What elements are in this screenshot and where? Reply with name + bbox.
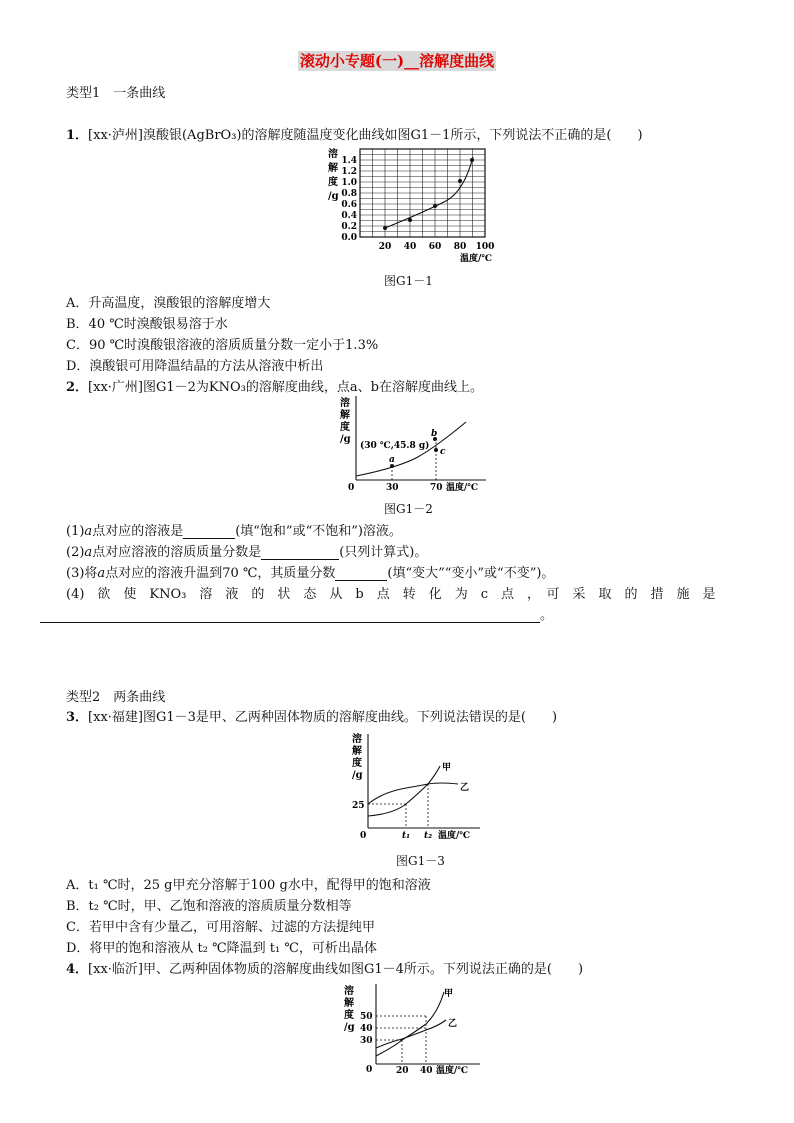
point-annotation: (30 ℃,45.8 g) [360, 441, 430, 451]
y-tick: 25 [352, 801, 365, 811]
svg-text:度: 度 [328, 177, 338, 188]
option-b: B．t₂ ℃时，甲、乙饱和溶液的溶质质量分数相等 [66, 899, 352, 914]
figure-caption: 图G1－1 [384, 274, 433, 288]
y-tick: 0.0 [341, 233, 357, 243]
x-tick: 20 [396, 1066, 409, 1076]
curve-jia [368, 766, 440, 816]
section-heading-type1: 类型1 一条曲线 [66, 86, 166, 101]
y-axis-label: 溶 [328, 149, 338, 160]
option-c: C．若甲中含有少量乙，可用溶解、过滤的方法提纯甲 [66, 920, 375, 935]
svg-text:0: 0 [348, 483, 355, 493]
x-axis-label: 温度/℃ [446, 483, 479, 493]
y-tick: 0.2 [341, 222, 357, 232]
answer-blank[interactable] [335, 568, 387, 581]
svg-text:a: a [389, 455, 395, 465]
svg-text:度: 度 [352, 758, 362, 769]
svg-text:0: 0 [360, 831, 367, 841]
question-4 [66, 958, 583, 977]
sub-question-2: (2)a点对应溶液的溶质质量分数是 (只列计算式)。 [66, 545, 428, 560]
svg-text:b: b [431, 429, 438, 439]
y-tick: 30 [360, 1036, 373, 1046]
y-tick: 0.8 [341, 189, 357, 199]
series-label: 甲 [442, 763, 452, 773]
data-point [458, 179, 462, 183]
section-heading-type2: 类型2 两条曲线 [66, 690, 166, 705]
option-a: A．升高温度，溴酸银的溶解度增大 [66, 296, 271, 311]
svg-text:解: 解 [352, 746, 362, 757]
curve-jia [376, 992, 444, 1056]
sub-question-4: (4) 欲 使 KNO₃ 溶 液 的 状 态 从 b 点 转 化 为 c 点 ， 可 采 取 的 措 施 是 [66, 587, 716, 602]
x-tick: 40 [420, 1066, 433, 1076]
x-tick: 30 [386, 483, 399, 493]
figure-g1-1 [322, 143, 502, 268]
question-number: 1． [66, 128, 89, 143]
svg-text:解: 解 [340, 410, 350, 421]
y-tick: 40 [360, 1024, 373, 1034]
answer-blank[interactable] [261, 547, 339, 560]
x-tick: 20 [378, 242, 392, 252]
x-tick: 60 [428, 242, 442, 252]
series-label: 甲 [444, 989, 454, 999]
svg-text:度: 度 [340, 422, 350, 433]
answer-blank[interactable] [40, 610, 540, 623]
svg-text:解: 解 [328, 163, 338, 174]
svg-text:解: 解 [344, 998, 354, 1009]
x-axis-label: 温度/℃ [436, 1066, 469, 1076]
y-axis-label: 溶 [340, 398, 350, 409]
x-tick: 80 [453, 242, 467, 252]
question-1 [66, 124, 643, 143]
svg-text:/g: /g [340, 434, 351, 445]
y-tick: 1.2 [341, 167, 357, 177]
x-axis-label: 温度/℃ [460, 254, 493, 264]
question-text: [xx·泸州]溴酸银(AgBrO₃)的溶解度随温度变化曲线如图G1－1所示，下列说法不正确的是( ) [88, 128, 643, 143]
x-tick: t₂ [424, 831, 433, 841]
svg-text:c: c [440, 447, 446, 457]
figure-g1-2 [336, 392, 496, 498]
y-axis-label: 溶 [344, 986, 354, 997]
svg-text:度: 度 [344, 1010, 354, 1021]
y-axis-label: 溶 [352, 734, 362, 745]
data-point [470, 158, 474, 162]
question-number: 4． [66, 962, 89, 977]
y-tick: 0.6 [341, 200, 357, 210]
question-text: [xx·广州]图G1－2为KNO₃的溶解度曲线，点a、b在溶解度曲线上。 [88, 380, 483, 395]
svg-text:0: 0 [366, 1065, 373, 1075]
data-point [408, 218, 412, 222]
sub-question-3: (3)将a点对应的溶液升温到70 ℃，其质量分数 (填“变大”“变小”或“不变”)。 [66, 566, 555, 581]
curve-yi [368, 783, 458, 804]
svg-text:/g: /g [344, 1022, 355, 1033]
y-tick: 1.4 [341, 156, 357, 166]
question-text: [xx·福建]图G1－3是甲、乙两种固体物质的溶解度曲线。下列说法错误的是( ) [88, 710, 558, 725]
figure-caption: 图G1－3 [396, 854, 445, 868]
x-tick: 70 [430, 483, 443, 493]
question-number: 3． [66, 710, 89, 725]
y-tick: 50 [360, 1012, 373, 1022]
page-title: 滚动小专题(一)__溶解度曲线 [299, 52, 495, 70]
question-text: [xx·临沂]甲、乙两种固体物质的溶解度曲线如图G1－4所示。下列说法正确的是( ) [88, 962, 584, 977]
data-point [383, 226, 387, 230]
y-tick: 0.4 [341, 211, 357, 221]
series-label: 乙 [448, 1019, 458, 1029]
sub-question-1: (1)a点对应的溶液是 (填“饱和”或“不饱和”)溶液。 [66, 524, 402, 539]
point-c [434, 448, 438, 452]
answer-blank[interactable] [183, 526, 235, 539]
figure-caption: 图G1－2 [384, 502, 433, 516]
y-tick: 1.0 [341, 178, 357, 188]
x-tick: t₁ [402, 831, 411, 841]
x-tick: 40 [403, 242, 417, 252]
figure-g1-4 [340, 980, 490, 1076]
data-point [433, 204, 437, 208]
svg-text:/g: /g [352, 770, 363, 781]
option-a: A．t₁ ℃时，25 g甲充分溶解于100 g水中，配得甲的饱和溶液 [66, 878, 431, 893]
x-tick: 100 [475, 242, 495, 252]
sub-question-4-line: 。 [40, 604, 553, 623]
option-d: D．将甲的饱和溶液从 t₂ ℃降温到 t₁ ℃，可析出晶体 [66, 941, 377, 956]
figure-g1-3 [348, 730, 488, 848]
x-axis-label: 温度/℃ [438, 831, 471, 841]
question-number: 2． [66, 380, 89, 395]
series-label: 乙 [460, 783, 470, 793]
option-c: C．90 ℃时溴酸银溶液的溶质质量分数一定小于1.3% [66, 338, 379, 353]
option-d: D．溴酸银可用降温结晶的方法从溶液中析出 [66, 359, 324, 374]
grid [360, 149, 485, 237]
question-3 [66, 706, 557, 725]
option-b: B．40 ℃时溴酸银易溶于水 [66, 317, 228, 332]
svg-text:/g: /g [328, 191, 339, 202]
